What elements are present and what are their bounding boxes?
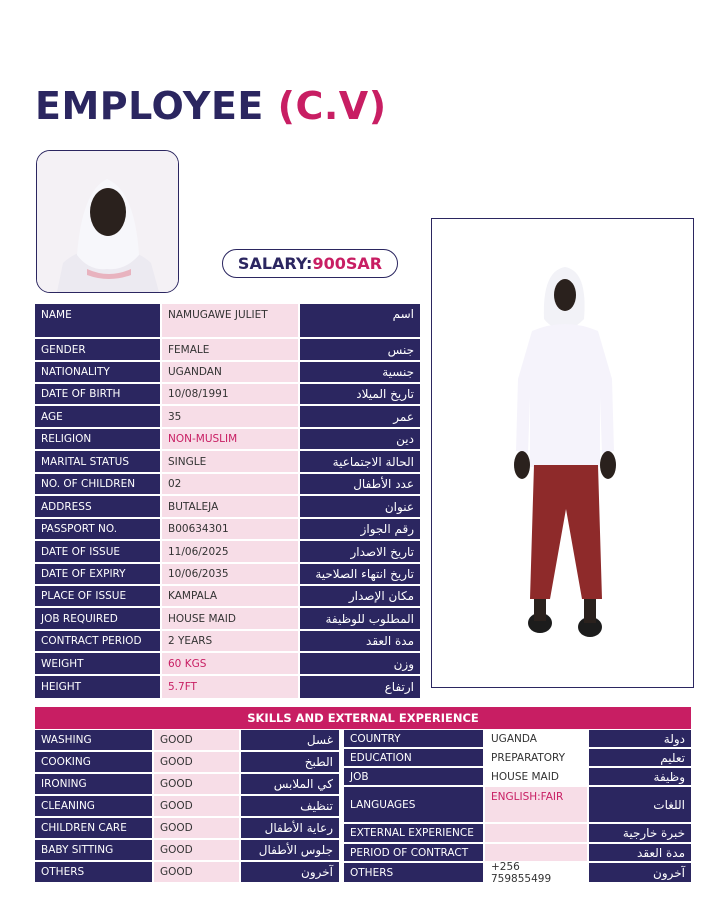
table-row — [35, 631, 420, 653]
title-main: EMPLOYEE — [35, 84, 264, 128]
experience-label-arabic: دولة — [589, 730, 691, 747]
experience-label-arabic: آخرون — [589, 863, 691, 882]
experience-label: LANGUAGES — [344, 787, 483, 822]
skill-value: GOOD — [152, 752, 241, 772]
row-value: 35 — [160, 406, 300, 427]
row-label: DATE OF EXPIRY — [35, 564, 160, 584]
table-row — [35, 406, 420, 429]
row-value: 5.7FT — [160, 676, 300, 698]
row-label-arabic: اسم — [300, 304, 420, 337]
row-label: WEIGHT — [35, 653, 160, 674]
full-body-photo — [431, 218, 694, 688]
row-value: NON-MUSLIM — [160, 429, 300, 449]
row-label: ADDRESS — [35, 496, 160, 517]
experience-label-arabic: اللغات — [589, 787, 691, 822]
row-label-arabic: ارتفاع — [300, 676, 420, 698]
row-value: KAMPALA — [160, 586, 300, 606]
row-label: PASSPORT NO. — [35, 519, 160, 539]
row-label: NATIONALITY — [35, 362, 160, 382]
skills-section-title: SKILLS AND EXTERNAL EXPERIENCE — [35, 707, 691, 729]
skill-label: COOKING — [35, 752, 152, 772]
row-label-arabic: دين — [300, 429, 420, 449]
salary-label: SALARY: — [237, 254, 313, 273]
row-value: 11/06/2025 — [160, 541, 300, 562]
table-row — [35, 429, 420, 451]
experience-value: PREPARATORY — [483, 749, 589, 766]
row-label-arabic: عمر — [300, 406, 420, 427]
row-value: SINGLE — [160, 451, 300, 472]
table-row — [35, 339, 420, 362]
table-row — [35, 862, 339, 882]
row-value: 10/08/1991 — [160, 384, 300, 404]
row-label: NAME — [35, 304, 160, 337]
table-row — [35, 608, 420, 631]
row-label-arabic: المطلوب للوظيفة — [300, 608, 420, 629]
row-value: UGANDAN — [160, 362, 300, 382]
row-label-arabic: رقم الجواز — [300, 519, 420, 539]
experience-label-arabic: خبرة خارجية — [589, 824, 691, 842]
row-label: AGE — [35, 406, 160, 427]
table-row — [35, 774, 339, 796]
experience-value — [483, 844, 589, 861]
row-label-arabic: مكان الإصدار — [300, 586, 420, 606]
skill-value: GOOD — [152, 730, 241, 750]
row-label-arabic: جنسية — [300, 362, 420, 382]
skill-label-arabic: رعاية الأطفال — [241, 818, 339, 838]
experience-label-arabic: مدة العقد — [589, 844, 691, 861]
experience-value: UGANDA — [483, 730, 589, 747]
row-label-arabic: عدد الأطفال — [300, 474, 420, 494]
row-label: DATE OF BIRTH — [35, 384, 160, 404]
table-row — [35, 653, 420, 676]
table-row — [35, 519, 420, 541]
skill-label-arabic: كي الملابس — [241, 774, 339, 794]
row-value: NAMUGAWE JULIET — [160, 304, 300, 337]
row-label-arabic: الحالة الاجتماعية — [300, 451, 420, 472]
table-row — [35, 676, 420, 698]
table-row — [35, 304, 420, 339]
row-value: FEMALE — [160, 339, 300, 360]
experience-value — [483, 824, 589, 842]
skill-label: WASHING — [35, 730, 152, 750]
skill-value: GOOD — [152, 818, 241, 838]
skill-label: BABY SITTING — [35, 840, 152, 860]
row-label: JOB REQUIRED — [35, 608, 160, 629]
table-row — [35, 474, 420, 496]
row-label-arabic: تاريخ انتهاء الصلاحية — [300, 564, 420, 584]
table-row — [344, 824, 691, 844]
experience-value: ENGLISH:FAIR — [483, 787, 589, 822]
skill-value: GOOD — [152, 796, 241, 816]
table-row — [344, 749, 691, 768]
personal-info-table — [35, 304, 420, 698]
row-value: B00634301 — [160, 519, 300, 539]
row-label-arabic: وزن — [300, 653, 420, 674]
experience-label: EDUCATION — [344, 749, 483, 766]
table-row — [35, 818, 339, 840]
skills-table — [35, 730, 339, 882]
skill-label-arabic: غسل — [241, 730, 339, 750]
skill-label-arabic: آخرون — [241, 862, 339, 882]
table-row — [35, 384, 420, 406]
table-row — [35, 730, 339, 752]
table-row — [344, 787, 691, 824]
row-label-arabic: مدة العقد — [300, 631, 420, 651]
page-title — [35, 84, 387, 128]
row-label-arabic: عنوان — [300, 496, 420, 517]
row-label: GENDER — [35, 339, 160, 360]
experience-label-arabic: وظيفة — [589, 768, 691, 785]
skill-label: OTHERS — [35, 862, 152, 882]
row-value: BUTALEJA — [160, 496, 300, 517]
skill-value: GOOD — [152, 862, 241, 882]
skill-label-arabic: الطبخ — [241, 752, 339, 772]
table-row — [35, 496, 420, 519]
experience-label-arabic: تعليم — [589, 749, 691, 766]
skill-label-arabic: تنظيف — [241, 796, 339, 816]
salary-value: 900SAR — [312, 254, 383, 273]
table-row — [35, 362, 420, 384]
salary-badge — [222, 249, 398, 278]
skill-label: IRONING — [35, 774, 152, 794]
row-value: 10/06/2035 — [160, 564, 300, 584]
row-label: NO. OF CHILDREN — [35, 474, 160, 494]
row-label-arabic: جنس — [300, 339, 420, 360]
table-row — [35, 541, 420, 564]
row-value: 60 KGS — [160, 653, 300, 674]
row-value: HOUSE MAID — [160, 608, 300, 629]
table-row — [35, 796, 339, 818]
experience-table — [344, 730, 691, 885]
experience-label: JOB — [344, 768, 483, 785]
row-value: 2 YEARS — [160, 631, 300, 651]
skill-label: CLEANING — [35, 796, 152, 816]
table-row — [35, 586, 420, 608]
portrait-photo — [36, 150, 179, 293]
table-row — [35, 752, 339, 774]
skill-label: CHILDREN CARE — [35, 818, 152, 838]
row-label-arabic: تاريخ الميلاد — [300, 384, 420, 404]
experience-label: COUNTRY — [344, 730, 483, 747]
table-row — [35, 451, 420, 474]
table-row — [344, 768, 691, 787]
row-label: RELIGION — [35, 429, 160, 449]
experience-label: EXTERNAL EXPERIENCE — [344, 824, 483, 842]
experience-label: OTHERS — [344, 863, 483, 882]
row-label: DATE OF ISSUE — [35, 541, 160, 562]
table-row — [344, 860, 691, 885]
row-label: PLACE OF ISSUE — [35, 586, 160, 606]
row-value: 02 — [160, 474, 300, 494]
skill-value: GOOD — [152, 840, 241, 860]
table-row — [344, 730, 691, 749]
row-label-arabic: تاريخ الاصدار — [300, 541, 420, 562]
table-row — [35, 840, 339, 862]
experience-value: +256 759855499 — [483, 863, 589, 882]
title-accent: (C.V) — [277, 84, 387, 128]
experience-value: HOUSE MAID — [483, 768, 589, 785]
table-row — [35, 564, 420, 586]
row-label: MARITAL STATUS — [35, 451, 160, 472]
row-label: HEIGHT — [35, 676, 160, 698]
skill-value: GOOD — [152, 774, 241, 794]
skill-label-arabic: جلوس الأطفال — [241, 840, 339, 860]
experience-label: PERIOD OF CONTRACT — [344, 844, 483, 861]
row-label: CONTRACT PERIOD — [35, 631, 160, 651]
